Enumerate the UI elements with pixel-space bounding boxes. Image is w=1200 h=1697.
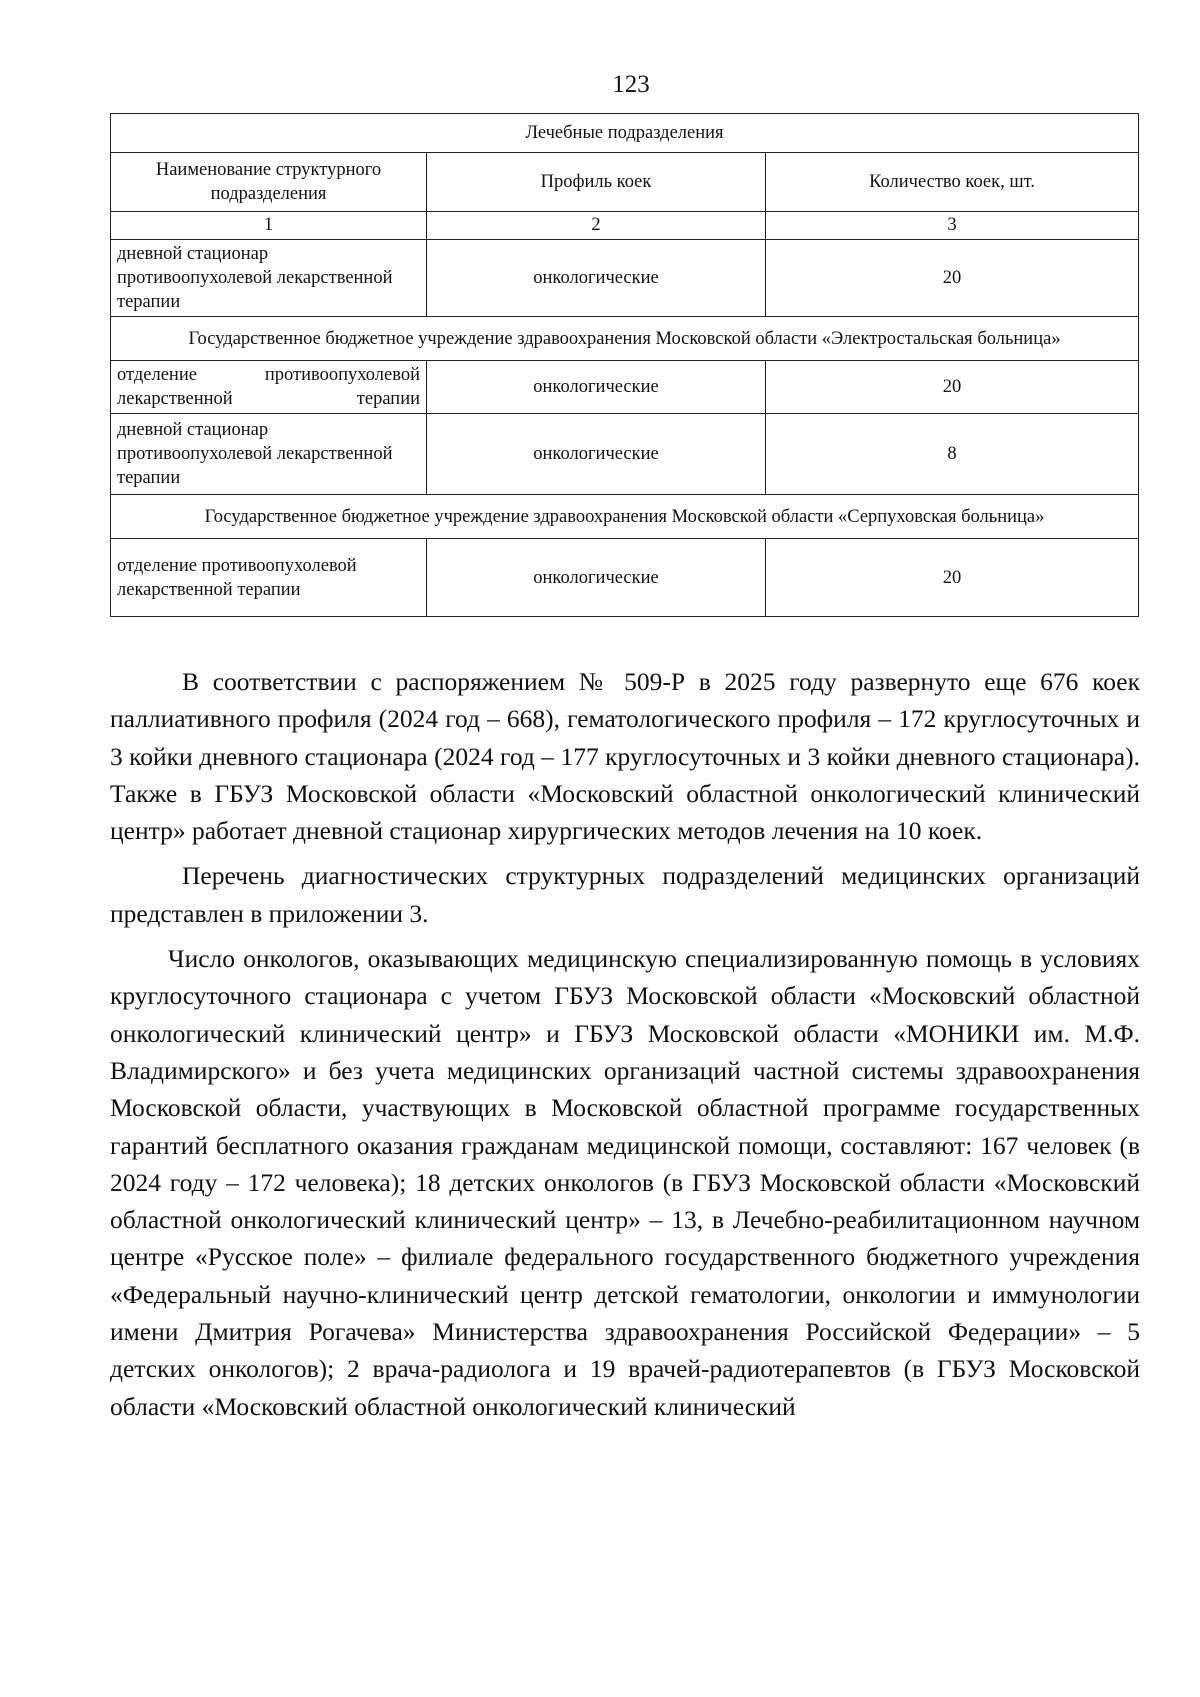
table-header-row [111, 153, 1139, 212]
beds-table [110, 113, 1139, 617]
unit-name: дневной стационар противоопухолевой лекарственной терапии [111, 414, 427, 495]
unit-name: отделение противоопухолевой лекарственной терапии [111, 361, 427, 414]
organization-row [111, 495, 1139, 539]
organization-row [111, 317, 1139, 361]
table-row [111, 539, 1139, 617]
bed-profile: онкологические [427, 361, 766, 414]
unit-name: дневной стационар противоопухолевой лекарственной терапии [111, 240, 427, 317]
column-number-row [111, 212, 1139, 240]
bed-count: 20 [766, 539, 1139, 617]
header-profile: Профиль коек [427, 153, 766, 212]
table-row [111, 361, 1139, 414]
bed-count: 20 [766, 240, 1139, 317]
paragraph: Число онкологов, оказывающих медицинскую специализированную помощь в условиях круглосуточного стационара с учетом ГБУЗ Московской области «Московский областной онкологический клинический центр» и ГБУЗ Московской области «МОНИКИ им. М.Ф. Владимирского» и без учета медицинских организаций частной системы здравоохранения Московской области, участвующих в Московской областной программе государственных гарантий бесплатного оказания гражданам медицинской помощи, составляют: 167 человек (в 2024 году – 172 человека); 18 детских онкологов (в ГБУЗ Московской области «Московский областной онкологический клинический центр» – 13, в Лечебно-реабилитационном научном центре «Русское поле» – филиале федерального государственного бюджетного учреждения «Федеральный научно-клинический центр детской гематологии, онкологии и иммунологии имени Дмитрия Рогачева» Министерства здравоохранения Российской Федерации» – 5 детских онкологов); 2 врача-радиолога и 19 врачей-радиотерапевтов (в ГБУЗ Московской области «Московский областной онкологический клинический [110, 944, 1140, 1421]
table-title-row [111, 114, 1139, 153]
body-text [110, 663, 1140, 1433]
bed-profile: онкологические [427, 240, 766, 317]
paragraph: В соответствии с распоряжением № 509-Р в 2025 году развернуто еще 676 коек паллиативного профиля (2024 год – 668), гематологического профиля – 172 круглосуточных и 3 койки дневного стационара (2024 год – 177 круглосуточных и 3 койки дневного стационара). Также в ГБУЗ Московской области «Московский областной онкологический клинический центр» работает дневной стационар хирургических методов лечения на 10 коек. [110, 667, 1140, 846]
paragraph: Перечень диагностических структурных подразделений медицинских организаций представлен в приложении 3. [110, 861, 1140, 928]
table-row [111, 240, 1139, 317]
bed-count: 20 [766, 361, 1139, 414]
bed-profile: онкологические [427, 414, 766, 495]
header-name: Наименование структурного подразделения [111, 153, 427, 212]
column-number: 3 [766, 212, 1139, 240]
column-number: 1 [111, 212, 427, 240]
column-number: 2 [427, 212, 766, 240]
unit-name: отделение противоопухолевой лекарственной терапии [111, 539, 427, 617]
page-number: 123 [612, 71, 650, 98]
bed-count: 8 [766, 414, 1139, 495]
organization-name: Государственное бюджетное учреждение здравоохранения Московской области «Серпуховская больница» [111, 495, 1139, 539]
organization-name: Государственное бюджетное учреждение здравоохранения Московской области «Электростальская больница» [111, 317, 1139, 361]
header-count: Количество коек, шт. [766, 153, 1139, 212]
bed-profile: онкологические [427, 539, 766, 617]
table-title: Лечебные подразделения [111, 114, 1139, 153]
table-row [111, 414, 1139, 495]
